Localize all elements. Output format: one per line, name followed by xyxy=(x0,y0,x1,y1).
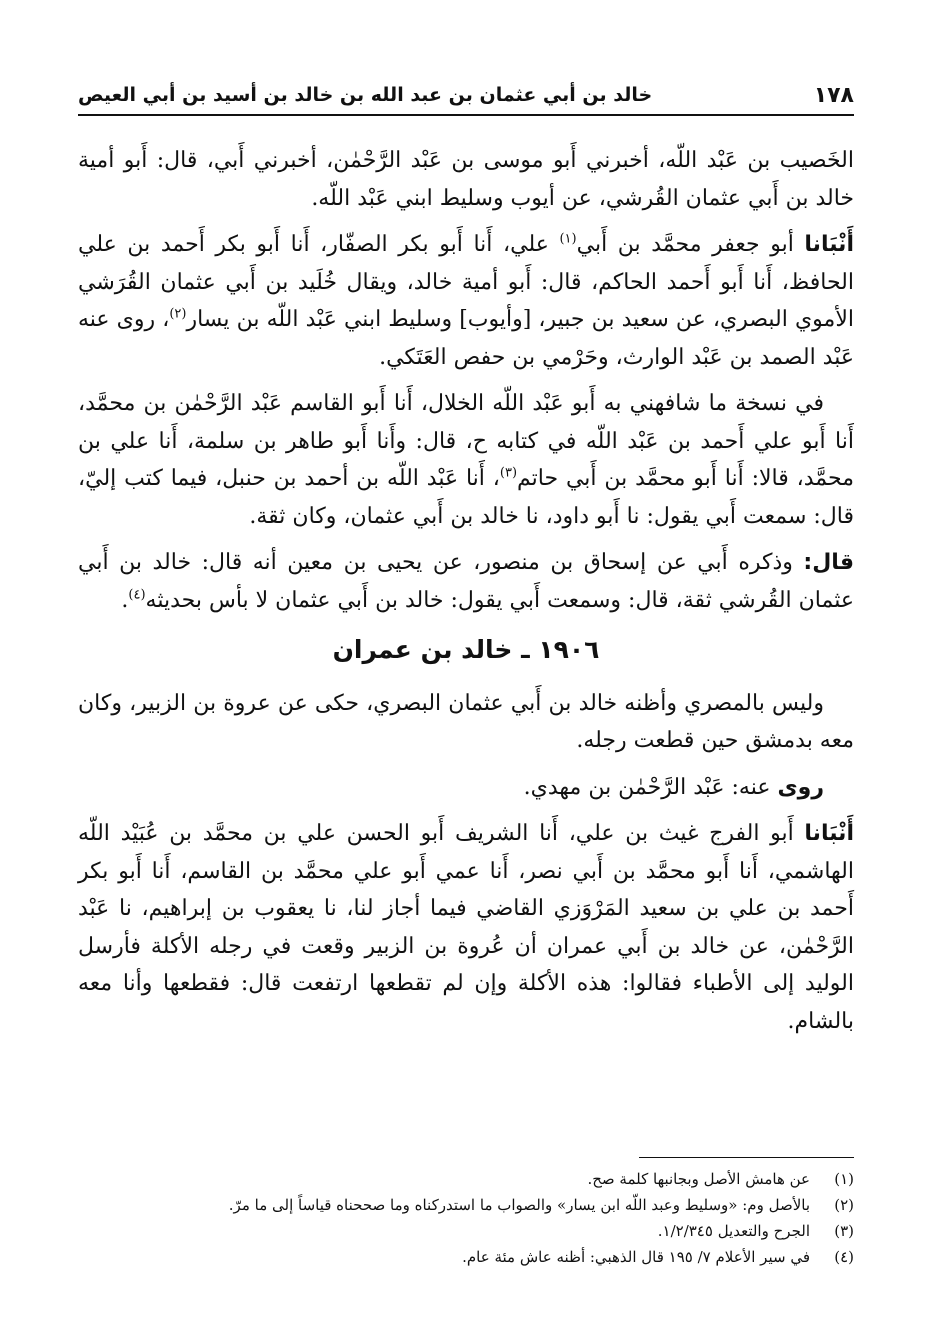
paragraph-lead: قال: xyxy=(803,550,854,575)
paragraph-lead: أَنْبَانا xyxy=(804,232,854,257)
footnote xyxy=(78,1218,854,1244)
footnote-number: (٣) xyxy=(834,1222,854,1240)
page-number: ١٧٨ xyxy=(813,82,854,108)
footnote-rule xyxy=(639,1157,854,1158)
footnote-text: بالأصل وم: «وسليط وعبد اللّه ابن يسار» والصواب ما استدركناه وما صححناه قياساً إلى ما مرّ. xyxy=(228,1196,810,1214)
paragraph-1: الخَصيب بن عَبْد اللّه، أخبرني أَبو موسى بن عَبْد الرَّحْمٰن، أخبرني أَبي، قال: أَبو أمية خالد بن أَبي عثمان القُرشي، عن أيوب وسليط ابني عَبْد اللّه. xyxy=(78,148,854,211)
running-title: خالد بن أبي عثمان بن عبد الله بن خالد بن أسيد بن أبي العيص xyxy=(78,84,653,106)
footnote-text: الجرح والتعديل ١/٢/٣٤٥. xyxy=(657,1222,810,1240)
page-body xyxy=(78,142,854,1049)
paragraph-lead: روى xyxy=(777,774,824,800)
footnote xyxy=(78,1166,854,1192)
footnote-number: (١) xyxy=(834,1170,854,1188)
paragraph-5: وليس بالمصري وأظنه خالد بن أَبي عثمان البصري، حكى عن عروة بن الزبير، وكان معه بدمشق حين قطعت رجله. xyxy=(78,690,854,753)
footnote xyxy=(78,1192,854,1218)
footnote-text: في سير الأعلام ٧/ ١٩٥ قال الذهبي: أظنه عاش مئة عام. xyxy=(462,1248,810,1266)
entry-title: ١٩٠٦ ـ خالد بن عمران xyxy=(332,635,600,664)
footnote-number: (٤) xyxy=(834,1248,854,1266)
paragraph-3: في نسخة ما شافهني به أَبو عَبْد اللّه الخلال، أَنا أَبو القاسم عَبْد الرَّحْمٰن بن محمَّد، أَنا أَبو علي أَحمد بن عَبْد اللّه في كتابه ح، قال: وأَنا أَبو طاهر بن سلمة، أَنا علي بن محمَّد، قالا: أَنا أَبو محمَّد بن أَبي حاتم$^{(٣)}$، أَنا عَبْد اللّه بن أحمد بن حنبل، فيما كتب إليّ، قال: سمعت أَبي يقول: نا أَبو داود، نا خالد بن أَبي عثمان، وكان ثقة. xyxy=(78,391,854,529)
page-header xyxy=(78,80,854,110)
header-rule xyxy=(78,114,854,116)
footnotes xyxy=(78,1166,854,1270)
paragraph-lead: أَنْبَانا xyxy=(804,821,854,846)
footnote-number: (٢) xyxy=(834,1196,854,1214)
footnote-ref-1: (١) xyxy=(559,231,577,247)
footnote xyxy=(78,1244,854,1270)
footnote-text: عن هامش الأصل وبجانبها كلمة صح. xyxy=(587,1170,810,1188)
footnote-ref-3: (٣) xyxy=(499,465,518,481)
paragraph-4: قال: وذكره أَبي عن إسحاق بن منصور، عن يحيى بن معين أنه قال: خالد بن أَبي عثمان القُرشي ثقة، قال: وسمعت أَبي يقول: خالد بن أَبي عثمان لا بأس بحديثه$^{(٤)}$. xyxy=(78,550,854,613)
footnote-ref-2: (٢) xyxy=(169,306,187,322)
paragraph-6: روى عنه: عَبْد الرَّحْمٰن بن مهدي. xyxy=(523,774,824,800)
paragraph-7: أَنْبَانا أَبو الفرج غيث بن علي، أَنا الشريف أَبو الحسن علي بن محمَّد بن عُبَيْد اللّه الهاشمي، أَنا أَبو محمَّد بن أَبي نصر، أَنا عمي أَبو علي محمَّد بن القاسم، أَنا أَبو بكر أَحمد بن علي بن سعيد المَرْوَزي القاضي فيما أجاز لنا، نا يعقوب بن إبراهيم، نا عَبْد الرَّحْمٰن، عن خالد بن أَبي عمران أن عُروة بن الزبير وقعت في رجله الأكلة فأرسل الوليد إلى الأطباء فقالوا: هذه الأكلة وإن لم تقطعها ارتفعت قال: فقطعها وأنا معه بالشام. xyxy=(78,821,854,1034)
paragraph-2: أَنْبَانا أبو جعفر محمَّد بن أَبي$^{(١)}$ علي، أَنا أَبو بكر الصفّار، أَنا أَبو بكر أَحمد بن علي الحافظ، أَنا أَبو أَحمد الحاكم، قال: أَبو أمية خالد، ويقال خُلَيد بن أَبي عثمان القُرَشي الأموي البصري، عن سعيد بن جبير، [وأيوب] وسليط ابني عَبْد اللّه بن يسار$^{(٢)}$، روى عنه عَبْد الصمد بن عَبْد الوارث، وحَرْمي بن حفص العَتَكي. xyxy=(78,231,854,370)
footnote-ref-4: (٤) xyxy=(128,587,146,603)
